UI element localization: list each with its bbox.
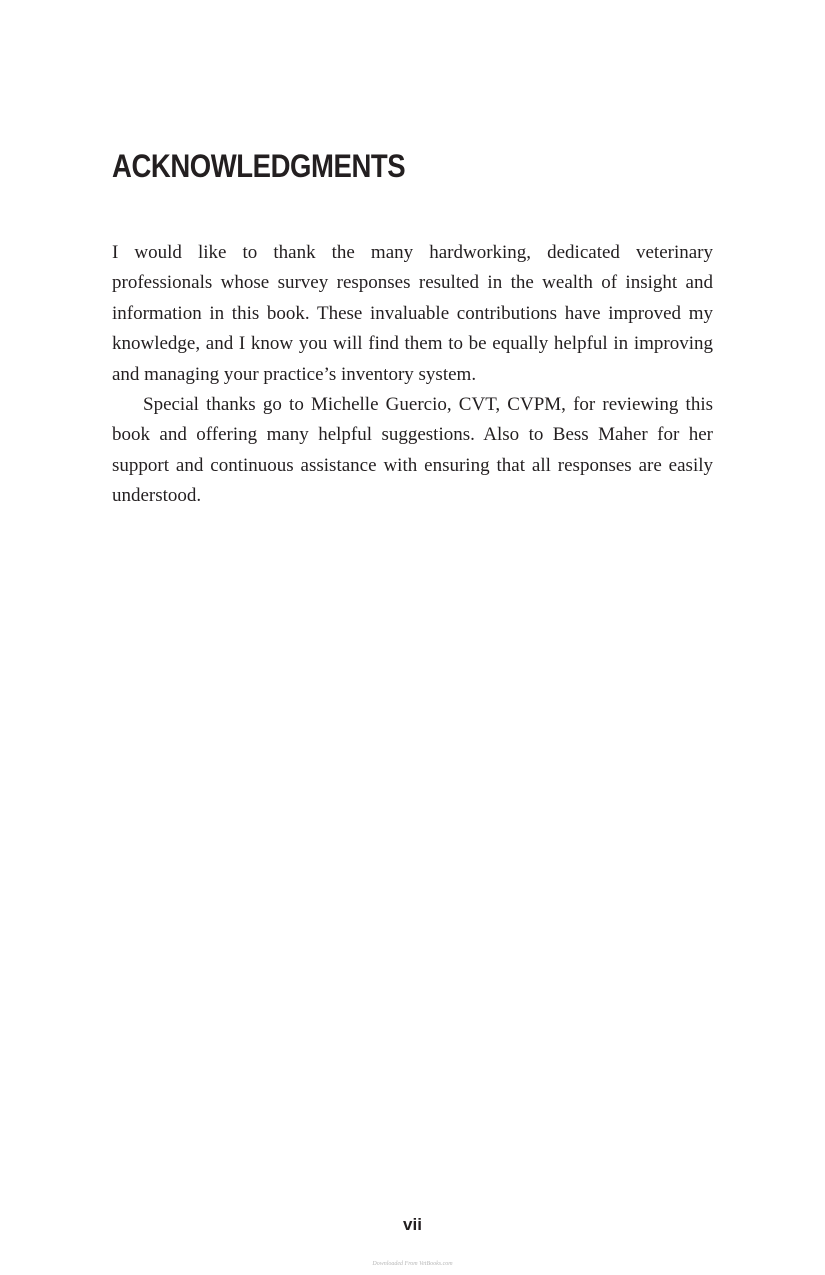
paragraph-2: Special thanks go to Michelle Guercio, CVT, CVPM, for reviewing this book and offering many helpful suggestions. Also to Bess Maher for her support and continuous assistance with ensuring that all responses are easily understood. bbox=[112, 394, 713, 507]
download-watermark: Downloaded From VetBooks.com bbox=[372, 1261, 453, 1267]
page-title: ACKNOWLEDGMENTS bbox=[112, 148, 406, 184]
paragraph-1: I would like to thank the many hardworking, dedicated veterinary professionals whose survey responses resulted in the wealth of insight and information in this book. These invaluable contributions have improved my knowledge, and I know you will find them to be equally helpful in improving and managing your practice’s inventory system. bbox=[112, 242, 713, 385]
body-text bbox=[112, 238, 713, 512]
page-number: vii bbox=[403, 1215, 422, 1234]
